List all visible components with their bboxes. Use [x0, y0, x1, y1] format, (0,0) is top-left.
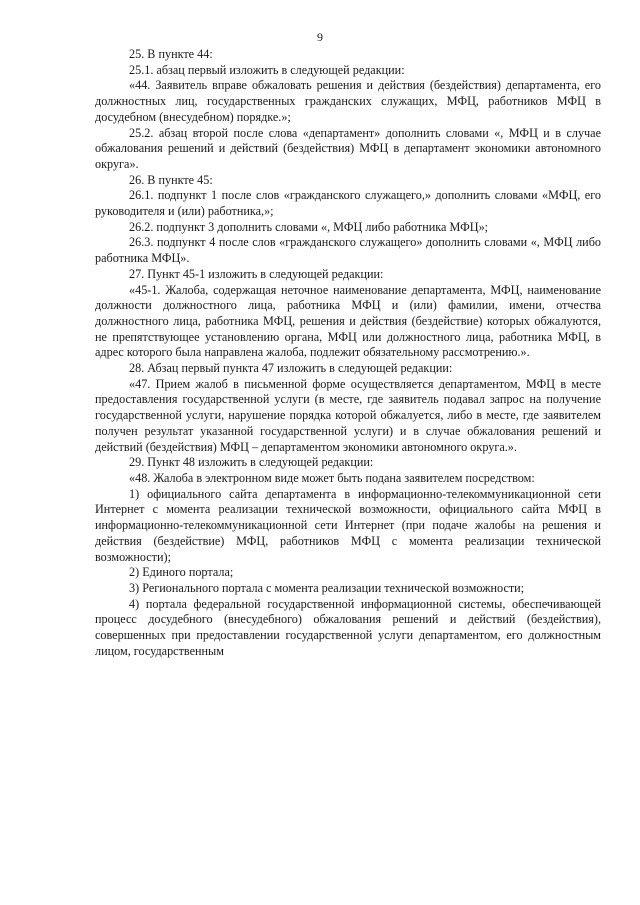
paragraph-26-1: 26.1. подпункт 1 после слов «гражданского служащего,» дополнить словами «МФЦ, его руководителя и (или) работника,»; [95, 188, 601, 219]
document-body [95, 47, 601, 659]
paragraph-28: 28. Абзац первый пункта 47 изложить в следующей редакции: [129, 361, 453, 376]
paragraph-25: 25. В пункте 44: [129, 47, 213, 61]
list-item-1: 1) официального сайта департамента в информационно-телекоммуникационной сети Интернет с момента реализации технической возможности, официального сайта МФЦ в информационно-телекоммуникационной сети Интернет (при подаче жалобы на решения и действия (бездействие) МФЦ, работников МФЦ с момента реализации технической возможности); [95, 486, 601, 564]
page-number: 9 [317, 30, 323, 44]
list-item-3: 3) Регионального портала с момента реализации технической возможности; [129, 580, 525, 595]
paragraph-25-1: 25.1. абзац первый изложить в следующей редакции: [129, 62, 405, 77]
paragraph-26-2: 26.2. подпункт 3 дополнить словами «, МФЦ либо работника МФЦ»; [129, 219, 489, 234]
paragraph-26: 26. В пункте 45: [129, 172, 213, 187]
quote-44: «44. Заявитель вправе обжаловать решения и действия (бездействия) департамента, его должностных лиц, государственных гражданских служащих, МФЦ, работников МФЦ в досудебном (внесудебном) порядке.»; [95, 78, 601, 124]
paragraph-29: 29. Пункт 48 изложить в следующей редакции: [129, 455, 374, 470]
paragraph-25-2: 25.2. абзац второй после слова «департамент» дополнить словами «, МФЦ и в случае обжалования решений и действий (бездействия) МФЦ в департамент экономики автономного округа». [95, 125, 601, 171]
paragraph-27: 27. Пункт 45-1 изложить в следующей редакции: [129, 266, 384, 281]
paragraph-26-3: 26.3. подпункт 4 после слов «гражданского служащего» дополнить словами «, МФЦ либо работника МФЦ». [95, 235, 601, 266]
list-item-2: 2) Единого портала; [129, 565, 234, 580]
list-item-4: 4) портала федеральной государственной информационной системы, обеспечивающей процесс досудебного (внесудебного) обжалования решений и действий (бездействия), совершенных при предоставлении государственной услуги департаментом, его должностным лицом, государственным [95, 596, 601, 658]
quote-47: «47. Прием жалоб в письменной форме осуществляется департаментом, МФЦ в месте предоставления государственной услуги (в месте, где заявитель подавал запрос на получение государственной услуги, нарушение порядка которой обжалуется, либо в месте, где заявителем получен результат указанной государственной услуги) и в случае обжалования решений и действий (бездействия) МФЦ – департаментом экономики автономного округа.». [95, 376, 601, 454]
quote-45-1: «45-1. Жалоба, содержащая неточное наименование департамента, МФЦ, наименование должности должностного лица, работника МФЦ и (или) фамилии, имени, отчества должностного лица, работника МФЦ, решения и действия (бездействие) которых обжалуются, не препятствующее установлению органа, МФЦ или должностного лица, работника МФЦ, в адрес которого была направлена жалоба, подлежит обязательному рассмотрению.». [95, 282, 601, 360]
quote-48: «48. Жалоба в электронном виде может быть подана заявителем посредством: [129, 470, 535, 485]
